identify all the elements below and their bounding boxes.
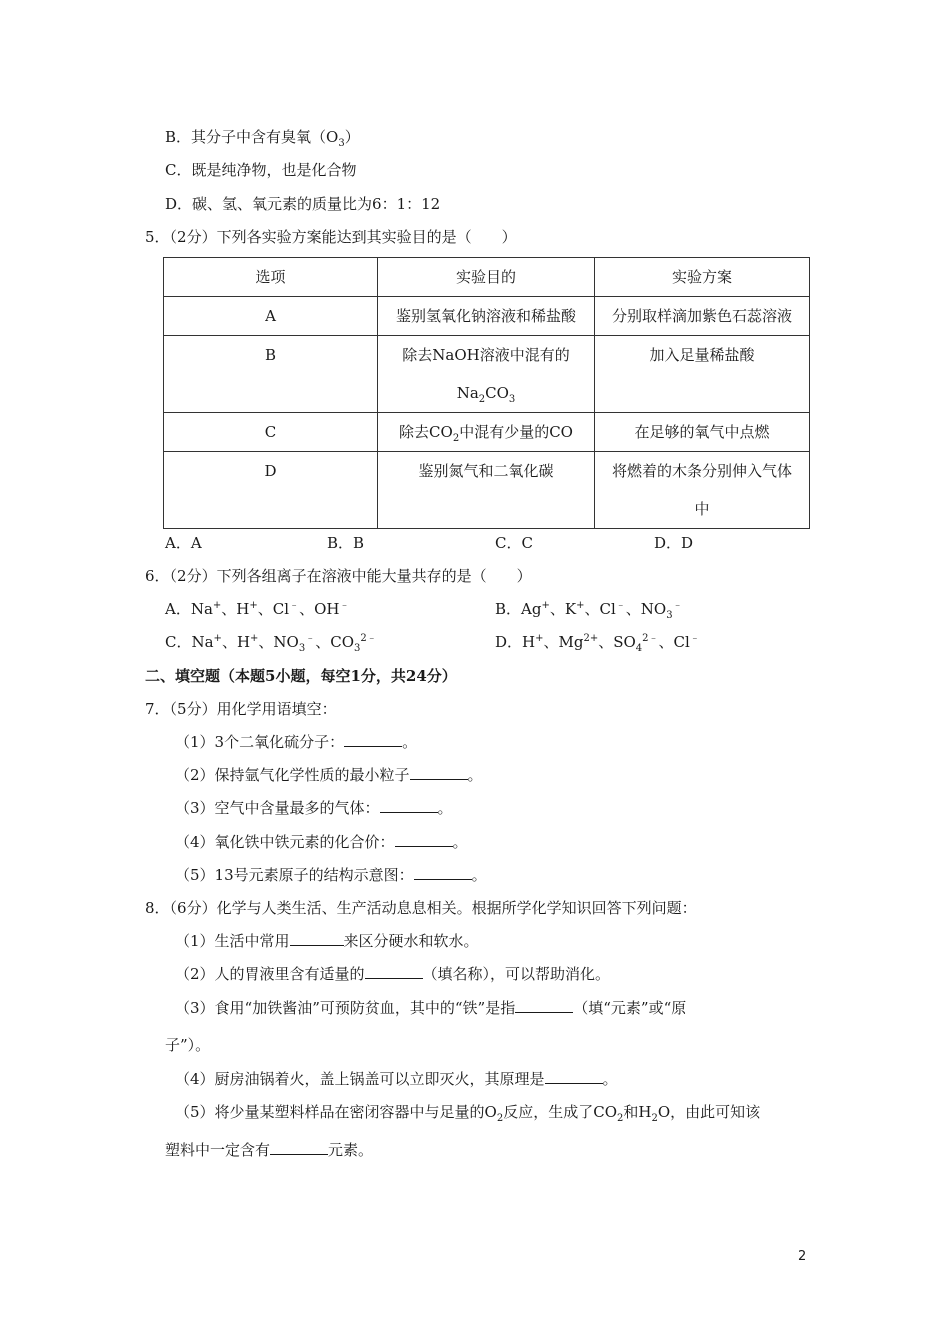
table-header-row [164, 258, 810, 297]
plan-d-line1: 将燃着的木条分别伸入气体 [611, 462, 792, 480]
q6-option-a: A．Na+、H+、Cl﹣、OH﹣ [165, 600, 350, 618]
q6-stem: 6．（2分）下列各组离子在溶液中能大量共存的是（ ） [145, 567, 532, 585]
answer-blank[interactable] [344, 732, 402, 747]
answer-blank[interactable] [414, 865, 472, 880]
q7-item-2: （2）保持氩气化学性质的最小粒子 。 [175, 766, 483, 784]
cell-purpose-c: 除去$CO_2$中混有少量的CO [378, 413, 595, 452]
table-row-a [164, 297, 810, 336]
q8-item-3: （3）食用“加铁酱油”可预防贫血，其中的“铁”是指 （填“元素”或“原 [175, 999, 687, 1017]
cell-purpose-d: 鉴别氮气和二氧化碳 [378, 452, 595, 529]
q7-stem: 7．（5分）用化学用语填空： [145, 700, 337, 718]
section-title: 二、填空题（本题5小题，每空1分，共24分） [145, 667, 457, 685]
q4-option-d: D．碳、氢、氧元素的质量比为6：1：12 [165, 195, 441, 213]
q6-option-b: B．Ag+、K+、Cl﹣、$NO_3^﹣$ [495, 600, 683, 621]
answer-blank[interactable] [545, 1069, 603, 1084]
q5-answer-b: B．B [327, 534, 365, 552]
answer-blank[interactable] [365, 964, 423, 979]
purpose-b-line2: $Na_2CO_3$ [456, 384, 516, 405]
page-number: 2 [798, 1249, 807, 1264]
q4-option-b: B．其分子中含有臭氧$(O_3)$ [165, 128, 360, 149]
answer-blank[interactable] [410, 765, 468, 780]
header-option: 选项 [164, 258, 378, 297]
q4-option-c: C．既是纯净物，也是化合物 [165, 161, 357, 179]
cell-plan-b: 加入足量稀盐酸 [595, 336, 810, 413]
q5-table [163, 257, 810, 529]
table-row-c [164, 413, 810, 452]
q5-answer-d: D．D [654, 534, 694, 552]
cell-option-d: D [164, 452, 378, 529]
header-purpose: 实验目的 [378, 258, 595, 297]
q5-answer-a: A．A [165, 534, 202, 552]
q8-item-2: （2）人的胃液里含有适量的 （填名称），可以帮助消化。 [175, 965, 611, 983]
cell-purpose-b [378, 336, 595, 413]
cell-plan-d [595, 452, 810, 529]
answer-blank[interactable] [515, 998, 573, 1013]
header-plan: 实验方案 [595, 258, 810, 297]
q8-item-5: （5）将少量某塑料样品在密闭容器中与足量的$O_2$反应，生成了$CO_2$和$H_2O$，由此可知该 [175, 1103, 761, 1124]
answer-blank[interactable] [380, 798, 438, 813]
cell-plan-a: 分别取样滴加紫色石蕊溶液 [595, 297, 810, 336]
cell-option-b: B [164, 336, 378, 413]
q8-stem: 8．（6分）化学与人类生活、生产活动息息相关。根据所学化学知识回答下列问题： [145, 899, 697, 917]
q8-item-4: （4）厨房油锅着火，盖上锅盖可以立即灭火，其原理是 。 [175, 1070, 618, 1088]
q5-stem: 5．（2分）下列各实验方案能达到其实验目的是（ ） [145, 228, 517, 246]
cell-option-c: C [164, 413, 378, 452]
q7-item-5: （5）13号元素原子的结构示意图： 。 [175, 866, 487, 884]
q7-item-1: （1）3个二氧化硫分子： 。 [175, 733, 418, 751]
q7-item-4: （4）氧化铁中铁元素的化合价： 。 [175, 833, 468, 851]
cell-purpose-a: 鉴别氢氧化钠溶液和稀盐酸 [378, 297, 595, 336]
cell-plan-c: 在足够的氧气中点燃 [595, 413, 810, 452]
purpose-b-line1: 除去NaOH溶液中混有的 [402, 346, 570, 364]
q8-item-1: （1）生活中常用 来区分硬水和软水。 [175, 932, 479, 950]
cell-option-a: A [164, 297, 378, 336]
q6-option-d: D．H+、$Mg^{2+}$、$SO_4^{2﹣}$、Cl﹣ [495, 633, 700, 654]
plan-d-line2: 中 [694, 500, 710, 518]
q5-answer-c: C．C [495, 534, 533, 552]
q8-item-5-cont: 塑料中一定含有 元素。 [165, 1141, 374, 1159]
q7-item-3: （3）空气中含量最多的气体： 。 [175, 799, 453, 817]
answer-blank[interactable] [290, 931, 344, 946]
table-row-d [164, 452, 810, 529]
q8-item-3-cont: 子”）。 [165, 1036, 211, 1054]
answer-blank[interactable] [395, 832, 453, 847]
table-row-b [164, 336, 810, 413]
answer-blank[interactable] [270, 1140, 328, 1155]
q6-option-c: C．Na+、H+、$NO_3^﹣$、$CO_3^{2﹣}$ [165, 633, 377, 654]
